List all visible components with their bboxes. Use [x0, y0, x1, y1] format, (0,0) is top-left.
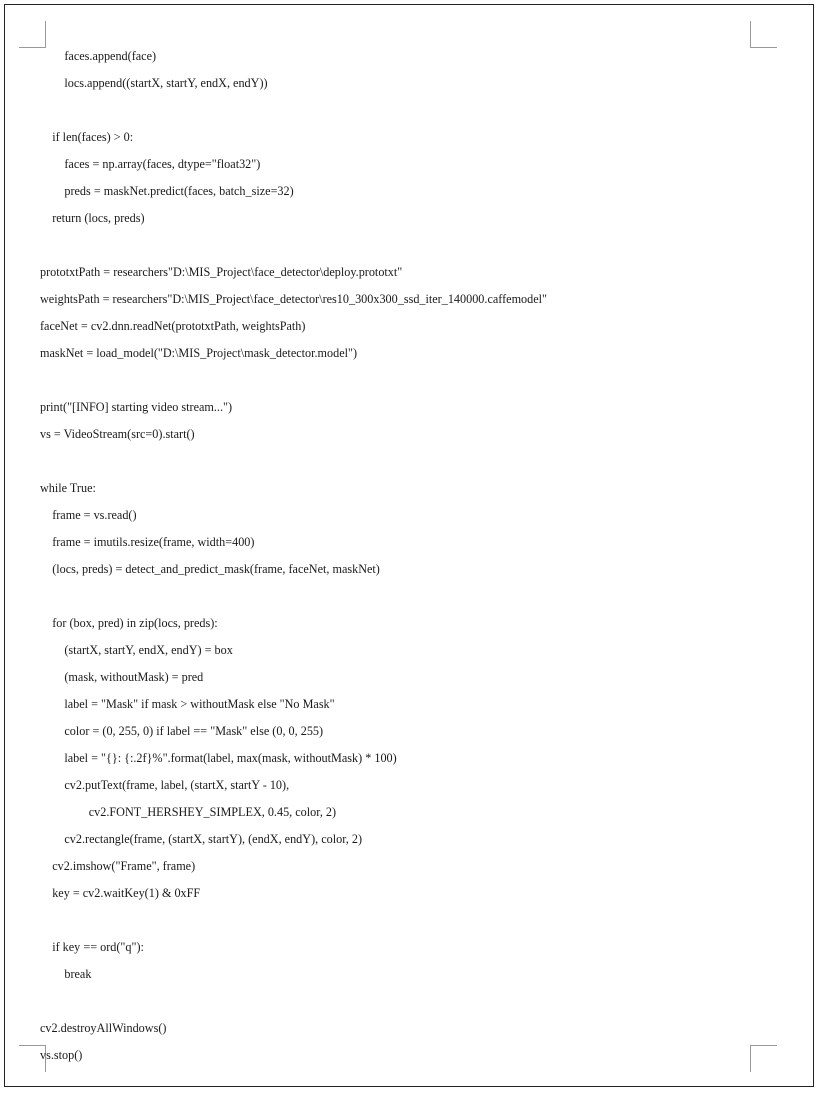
code-line: key = cv2.waitKey(1) & 0xFF — [40, 886, 201, 900]
code-line: color = (0, 255, 0) if label == "Mask" else (0, 0, 255) — [40, 724, 324, 738]
code-line — [40, 367, 800, 394]
code-line — [40, 583, 800, 610]
document-page — [4, 4, 814, 1087]
code-line: vs.stop() — [40, 1048, 83, 1062]
code-line: faces = np.array(faces, dtype="float32") — [40, 157, 261, 171]
code-line — [40, 448, 800, 475]
code-line — [40, 988, 800, 1015]
code-line: faces.append(face) — [40, 49, 157, 63]
code-listing — [40, 43, 800, 1069]
code-line: label = "{}: {:.2f}%".format(label, max(mask, withoutMask) * 100) — [40, 751, 397, 765]
code-line: (locs, preds) = detect_and_predict_mask(frame, faceNet, maskNet) — [40, 562, 380, 576]
code-line: locs.append((startX, startY, endX, endY)) — [40, 76, 268, 90]
code-line: cv2.imshow("Frame", frame) — [40, 859, 196, 873]
code-line: cv2.putText(frame, label, (startX, startY - 10), — [40, 778, 290, 792]
code-line: weightsPath = researchers"D:\MIS_Project\face_detector\res10_300x300_ssd_iter_140000.caffemodel" — [40, 292, 548, 306]
code-line: (startX, startY, endX, endY) = box — [40, 643, 233, 657]
code-line: frame = imutils.resize(frame, width=400) — [40, 535, 255, 549]
code-line: maskNet = load_model("D:\MIS_Project\mask_detector.model") — [40, 346, 358, 360]
code-line: while True: — [40, 481, 96, 495]
code-line — [40, 232, 800, 259]
code-line: frame = vs.read() — [40, 508, 137, 522]
code-line: faceNet = cv2.dnn.readNet(prototxtPath, weightsPath) — [40, 319, 306, 333]
code-line: cv2.destroyAllWindows() — [40, 1021, 167, 1035]
code-line: cv2.FONT_HERSHEY_SIMPLEX, 0.45, color, 2) — [40, 805, 337, 819]
code-line: label = "Mask" if mask > withoutMask else "No Mask" — [40, 697, 335, 711]
code-line: prototxtPath = researchers"D:\MIS_Project\face_detector\deploy.prototxt" — [40, 265, 403, 279]
code-line: if key == ord("q"): — [40, 940, 144, 954]
code-line: break — [40, 967, 92, 981]
code-line: (mask, withoutMask) = pred — [40, 670, 204, 684]
code-line — [40, 97, 800, 124]
code-line: vs = VideoStream(src=0).start() — [40, 427, 195, 441]
code-line: preds = maskNet.predict(faces, batch_size=32) — [40, 184, 294, 198]
code-line: return (locs, preds) — [40, 211, 145, 225]
code-line: print("[INFO] starting video stream...") — [40, 400, 233, 414]
code-line: for (box, pred) in zip(locs, preds): — [40, 616, 218, 630]
code-line: cv2.rectangle(frame, (startX, startY), (endX, endY), color, 2) — [40, 832, 363, 846]
code-line — [40, 907, 800, 934]
code-line: if len(faces) > 0: — [40, 130, 134, 144]
